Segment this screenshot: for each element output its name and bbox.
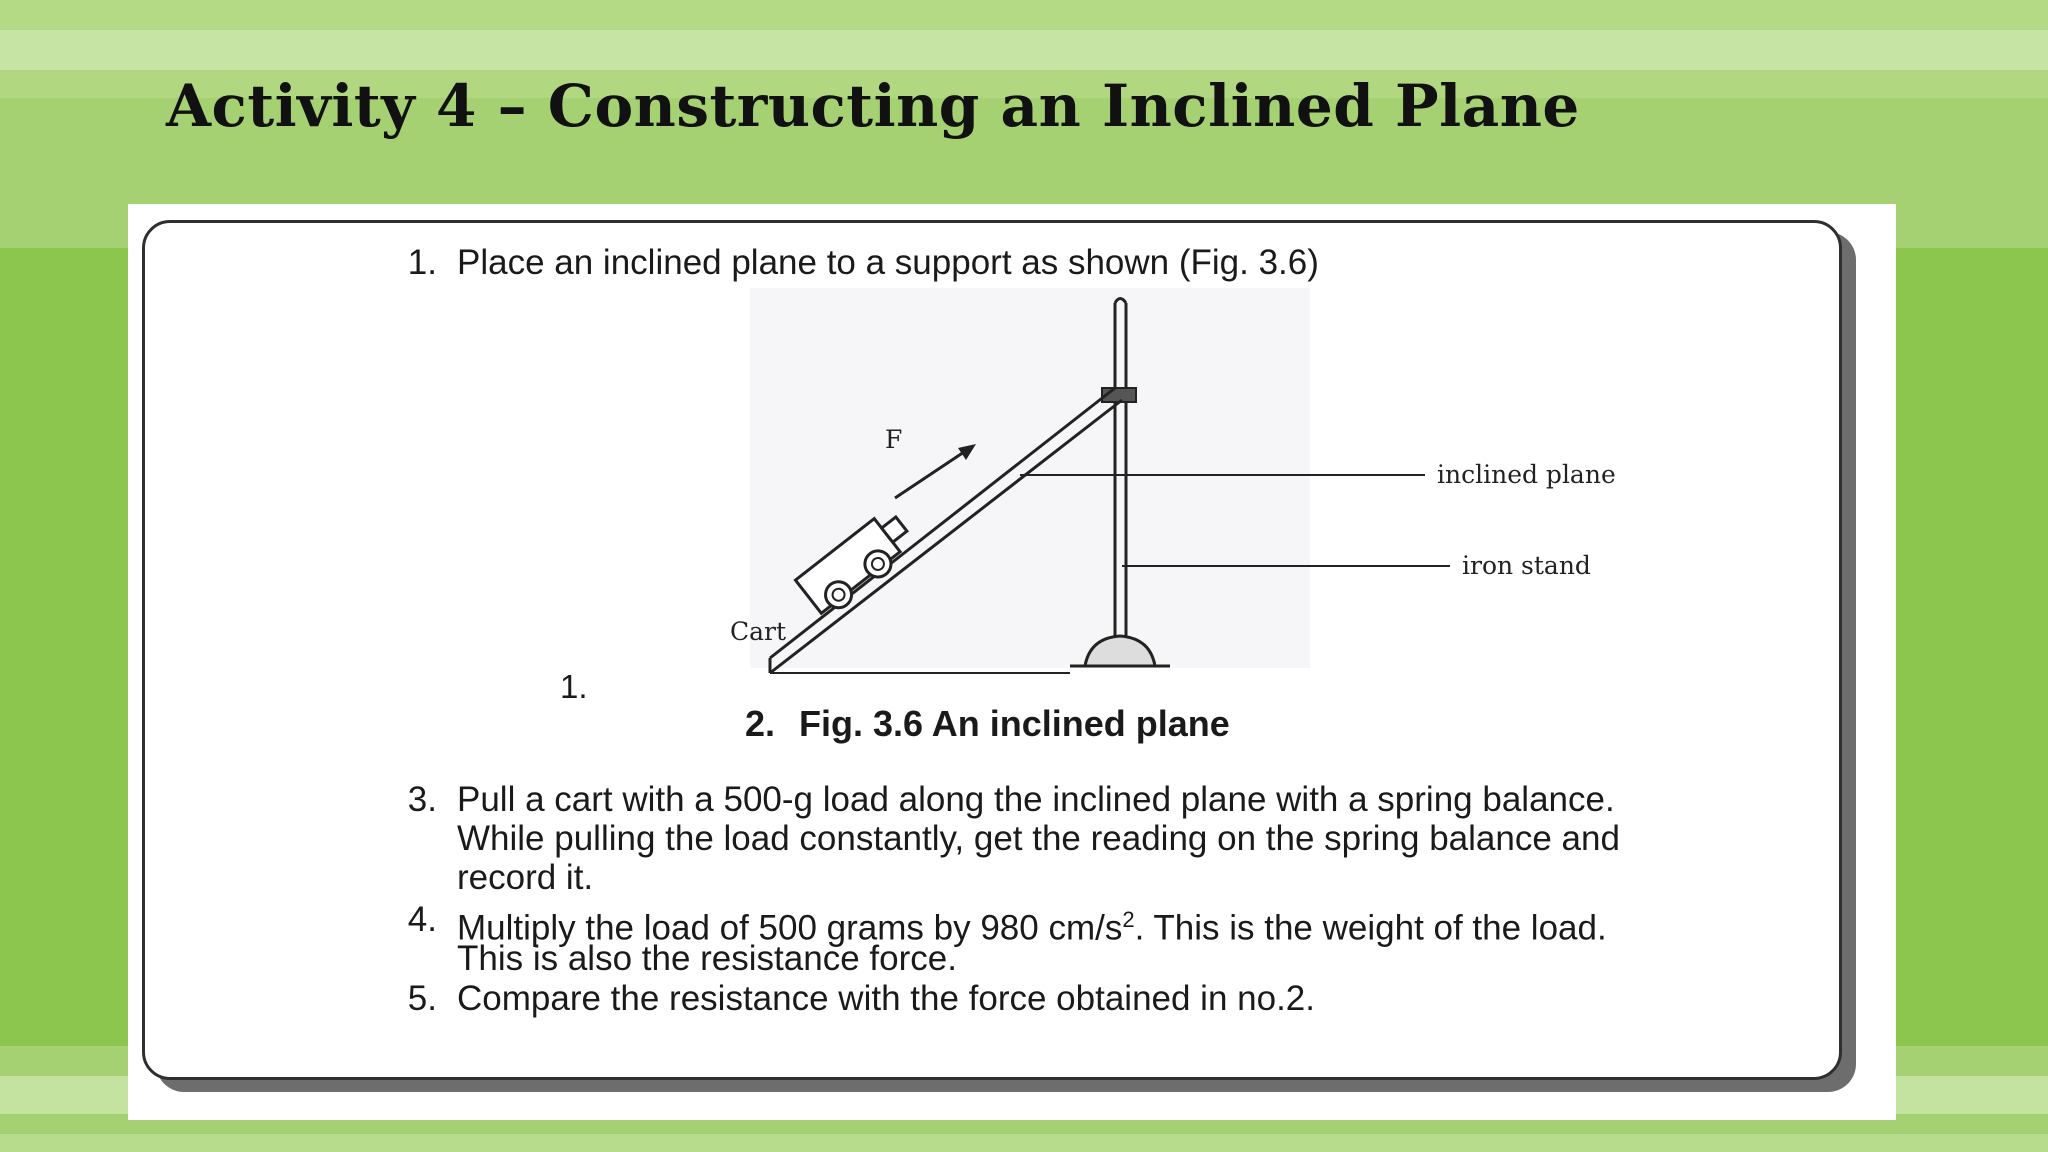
inclined-plane-diagram (730, 288, 1680, 678)
figure-caption (745, 703, 1230, 745)
superscript: 2 (1122, 907, 1135, 932)
step-text: Pull a cart with a 500-g load along the inclined plane with a spring balance. (457, 780, 1615, 819)
step-text: record it. (457, 858, 594, 897)
instructions-panel (142, 220, 1842, 1080)
inclined-plane-label: inclined plane (1437, 460, 1616, 489)
force-label: F (885, 425, 903, 454)
step-number: 1. (407, 243, 437, 282)
step-text: Place an inclined plane to a support as shown (Fig. 3.6) (457, 243, 1319, 282)
figure-list-marker: 1. (560, 668, 588, 705)
top-stripe (0, 30, 2048, 70)
step-text: This is also the resistance force. (457, 939, 957, 978)
diagram-background (750, 288, 1310, 668)
step-number: 3. (407, 780, 437, 819)
step-text-part: Multiply the load of 500 grams by 980 cm/s (457, 908, 1123, 948)
activity-image (128, 204, 1896, 1120)
step-number: 5. (407, 979, 437, 1018)
caption-number: 2. (745, 703, 776, 744)
caption-text: Fig. 3.6 An inclined plane (799, 703, 1230, 744)
step-number: 4. (407, 900, 437, 939)
bottom-stripe (0, 1134, 2048, 1152)
step-text: Compare the resistance with the force obtained in no.2. (457, 979, 1315, 1018)
iron-stand-label: iron stand (1462, 551, 1591, 580)
slide-title: Activity 4 – Constructing an Inclined Plane (166, 72, 1580, 140)
cart-label: Cart (730, 617, 787, 646)
step-text-part: . This is the weight of the load. (1134, 908, 1607, 948)
top-stripe (0, 0, 2048, 30)
step-text: While pulling the load constantly, get the reading on the spring balance and (457, 819, 1620, 858)
